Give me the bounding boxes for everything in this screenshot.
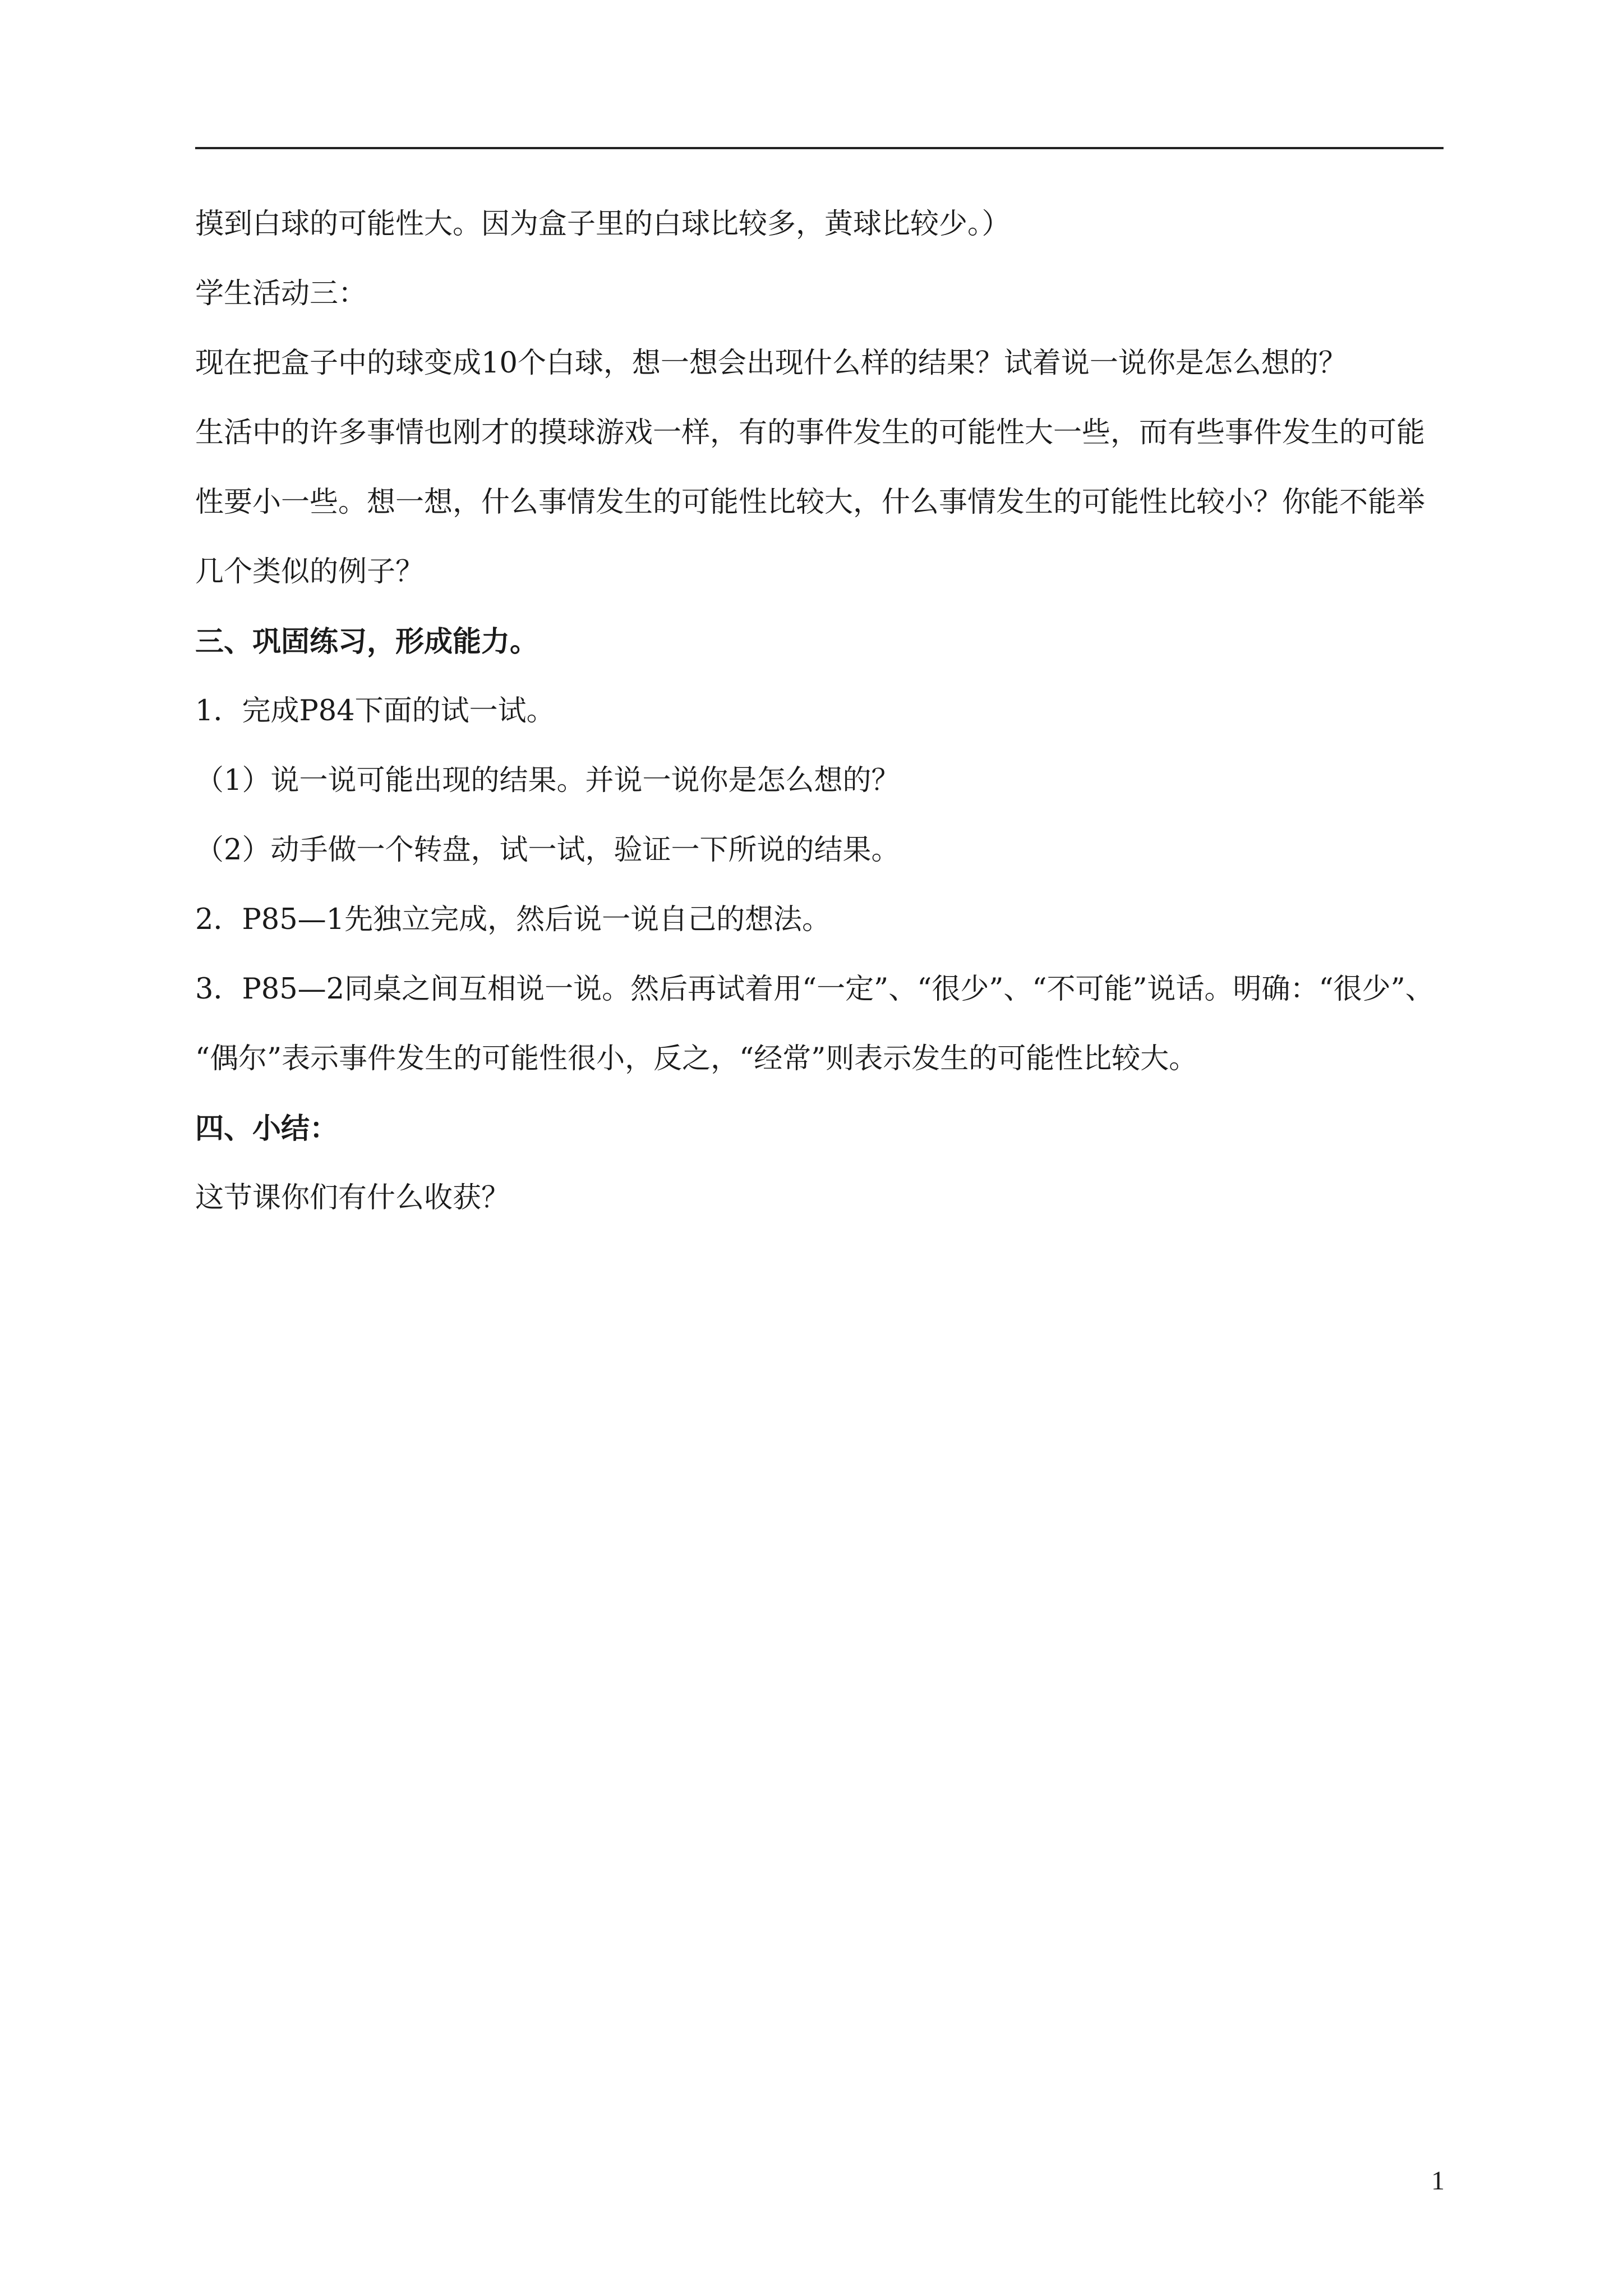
paragraph-4-line-1: 生活中的许多事情也刚才的摸球游戏一样，有的事件发生的可能性大一些，而有些事件发生的可能 <box>195 416 1426 449</box>
page-number: 1 <box>1431 2166 1445 2196</box>
paragraph-3: 现在把盒子中的球变成10个白球，想一想会出现什么样的结果？试着说一说你是怎么想的？ <box>195 347 1347 380</box>
exercise-3-line-2: “偶尔”表示事件发生的可能性很小，反之，“经常”则表示发生的可能性比较大。 <box>195 1042 1198 1075</box>
exercise-2: 2．P85—1先独立完成，然后说一说自己的想法。 <box>195 903 831 936</box>
exercise-1: 1．完成P84下面的试一试。 <box>195 694 555 728</box>
paragraph-4 <box>195 416 1446 589</box>
document-body <box>195 208 1446 1215</box>
exercise-1-part-2: （2）动手做一个转盘，试一试，验证一下所说的结果。 <box>195 834 900 867</box>
header-rule <box>195 147 1444 149</box>
exercise-1-part-1: （1）说一说可能出现的结果。并说一说你是怎么想的？ <box>195 764 900 797</box>
paragraph-2: 学生活动三： <box>195 277 367 310</box>
section-heading-3: 三、巩固练习，形成能力。 <box>195 625 539 659</box>
paragraph-4-line-2: 性要小一些。想一想，什么事情发生的可能性比较大，什么事情发生的可能性比较小？你能不能举 <box>195 486 1426 519</box>
exercise-3-line-1: 3．P85—2同桌之间互相说一说。然后再试着用“一定”、“很少”、“不可能”说话。明确：“很少”、 <box>195 973 1434 1006</box>
summary-question: 这节课你们有什么收获？ <box>195 1181 510 1214</box>
paragraph-4-line-3: 几个类似的例子？ <box>195 555 425 588</box>
exercise-3 <box>195 973 1446 1076</box>
section-heading-4: 四、小结： <box>195 1112 339 1145</box>
paragraph-1: 摸到白球的可能性大。因为盒子里的白球比较多，黄球比较少。） <box>195 208 1011 241</box>
